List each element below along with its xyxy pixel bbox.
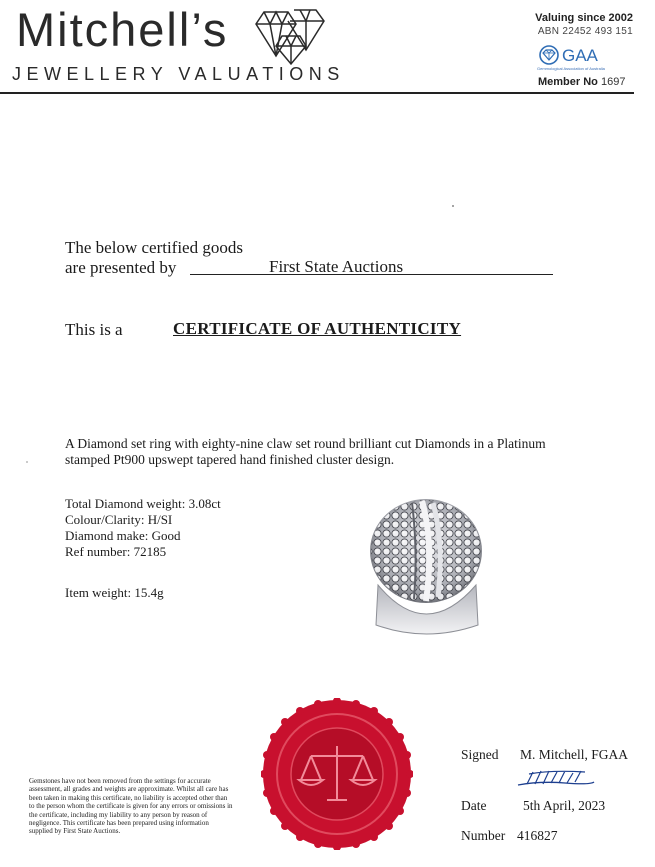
valuing-since: Valuing since 2002	[535, 12, 633, 24]
signed-value: M. Mitchell, FGAA	[520, 747, 628, 762]
certificate-prefix: This is a	[65, 320, 123, 339]
specs-list	[65, 496, 221, 560]
date-value: 5th April, 2023	[523, 798, 606, 813]
signed-label: Signed	[461, 747, 499, 762]
number-label: Number	[461, 828, 506, 843]
presenter-name: First State Auctions	[269, 257, 404, 276]
item-description: A Diamond set ring with eighty-nine claw set round brilliant cut Diamonds in a Platinum stamped Pt900 upswept tapered hand finished cluster design.	[65, 436, 546, 467]
brand-subtitle: JEWELLERY VALUATIONS	[12, 64, 345, 84]
header-details	[535, 12, 633, 37]
intro-line-2: are presented by	[65, 258, 177, 277]
total-diamond-weight: Total Diamond weight: 3.08ct	[65, 496, 221, 511]
number-value: 416827	[517, 828, 558, 843]
gaa-gem-icon	[540, 46, 558, 64]
date-label: Date	[461, 798, 487, 813]
scan-speck	[452, 205, 454, 207]
abn-number: ABN 22452 493 151	[537, 26, 633, 37]
wax-seal-scales-icon	[261, 698, 413, 850]
ring-photo	[364, 493, 489, 638]
disclaimer-text: Gemstones have not been removed from the settings for accurate assessment, all grades and weights are approximate. Whilst all care has been taken in making this certificate, no liability is accepted other than to the person whom the certificate is given for any errors or omissions in the certificate, including my liability to any person by reason of negligence. This certificate has been prepared using information supplied by First State Auctions.	[29, 777, 233, 836]
diamond-logo-icon	[254, 6, 328, 66]
colour-clarity: Colour/Clarity: H/SI	[65, 512, 173, 527]
item-weight: Item weight: 15.4g	[65, 585, 164, 600]
member-number	[538, 76, 625, 88]
gaa-text: GAA	[562, 46, 598, 65]
certificate-title: CERTIFICATE OF AUTHENTICITY	[173, 319, 462, 338]
brand-name: Mitchell’s	[16, 3, 229, 56]
header-rule	[0, 92, 634, 94]
gaa-small-text: Gemmological Association of Australia	[537, 66, 605, 71]
gaa-logo	[538, 44, 610, 66]
intro-line-1: The below certified goods	[65, 238, 243, 257]
diamond-make: Diamond make: Good	[65, 528, 181, 543]
member-label: Member No	[538, 76, 598, 88]
member-value: 1697	[600, 76, 626, 88]
signature-icon	[515, 768, 597, 790]
scan-speck	[26, 461, 28, 463]
ref-number: Ref number: 72185	[65, 544, 167, 559]
